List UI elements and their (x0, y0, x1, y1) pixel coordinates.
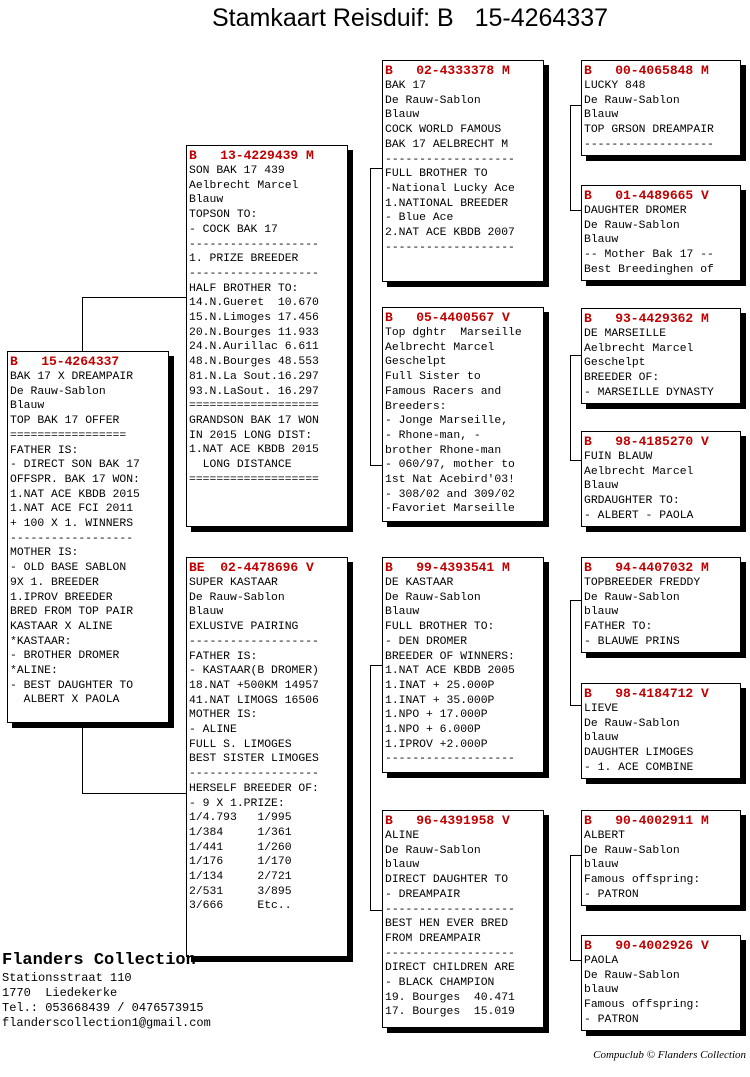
pedigree-line: - Jonge Marseille, (385, 415, 509, 428)
software-credit: Compuclub © Flanders Collection (593, 1049, 746, 1061)
pedigree-line: FULL S. LIMOGES (189, 738, 292, 751)
pigeon-card-father (186, 145, 348, 527)
pedigree-line: BRED FROM TOP PAIR (10, 606, 134, 619)
pedigree-line: Aelbrecht Marcel (584, 465, 694, 478)
pedigree-line: 1.NAT ACE FCI 2011 (10, 503, 134, 516)
ring-number: B 99-4393541 M (385, 560, 510, 575)
ring-number: B 15-4264337 (10, 354, 120, 369)
pedigree-line: - Blue Ace (385, 212, 454, 225)
pedigree-line: 1/441 1/260 (189, 841, 292, 854)
pedigree-line: Blauw (584, 234, 619, 247)
pedigree-line: GRANDSON BAK 17 WON (189, 414, 319, 427)
pedigree-line: 1.NPO + 17.000P (385, 709, 488, 722)
pedigree-line: 93.N.LaSout. 16.297 (189, 385, 319, 398)
pedigree-line: MOTHER IS: (10, 547, 79, 560)
pedigree-line: 1.NAT ACE KBDB 2015 (10, 488, 140, 501)
ring-number: B 98-4185270 V (584, 434, 709, 449)
pedigree-line: + 100 X 1. WINNERS (10, 518, 134, 531)
pigeon-card-ggp-7 (581, 810, 741, 906)
pedigree-line: FULL BROTHER TO (385, 168, 488, 181)
pedigree-line: TOP GRSON DREAMPAIR (584, 124, 714, 137)
pedigree-line: 1/4.793 1/995 (189, 812, 292, 825)
pedigree-line: DIRECT CHILDREN ARE (385, 962, 515, 975)
pedigree-line: De Rauw-Sablon (584, 717, 680, 730)
ring-number: B 02-4333378 M (385, 63, 510, 78)
pedigree-line: - BLACK CHAMPION (385, 977, 495, 990)
pedigree-line: - 9 X 1.PRIZE: (189, 797, 285, 810)
ring-number: B 90-4002926 V (584, 938, 709, 953)
pedigree-line: De Rauw-Sablon (584, 94, 680, 107)
pedigree-line: *KASTAAR: (10, 635, 72, 648)
pedigree-line: - OLD BASE SABLON (10, 562, 127, 575)
pedigree-line: 1.NPO + 6.000P (385, 724, 481, 737)
pedigree-line: De Rauw-Sablon (584, 844, 680, 857)
pedigree-line: 2.NAT ACE KBDB 2007 (385, 227, 515, 240)
pedigree-line: HALF BROTHER TO: (189, 282, 299, 295)
pedigree-line: - 308/02 and 309/02 (385, 488, 515, 501)
pedigree-line: - DREAMPAIR (385, 888, 461, 901)
pedigree-line: - 060/97, mother to (385, 459, 515, 472)
pedigree-line: ALBERT X PAOLA (10, 694, 120, 707)
pedigree-line: - ALINE (189, 724, 237, 737)
pedigree-line: 1.NAT ACE KBDB 2005 (385, 665, 515, 678)
pedigree-line: De Rauw-Sablon (189, 591, 285, 604)
pedigree-line: 3/666 Etc.. (189, 900, 292, 913)
pedigree-line: DAUGHTER DROMER (584, 205, 687, 217)
pedigree-line: De Rauw-Sablon (10, 385, 106, 398)
pedigree-line: 17. Bourges 15.019 (385, 1006, 515, 1019)
pedigree-line: 1/384 1/361 (189, 826, 292, 839)
pigeon-card-paternal-grandmother (382, 307, 544, 522)
pigeon-card-ggp-1 (581, 60, 741, 156)
pedigree-line: ------------------ (10, 532, 134, 545)
pedigree-line: BAK 17 (385, 80, 427, 92)
pedigree-line: GRDAUGHTER TO: (584, 495, 680, 508)
pedigree-line: 18.NAT +500KM 14957 (189, 679, 319, 692)
pedigree-line: ------------------- (385, 903, 515, 916)
pedigree-line: HERSELF BREEDER OF: (189, 782, 319, 795)
pedigree-line: 1st Nat Acebird'03! (385, 474, 515, 487)
pedigree-line: - BEST DAUGHTER TO (10, 679, 134, 692)
pedigree-line: -- Mother Bak 17 -- (584, 249, 714, 262)
breeder-phone: Tel.: 053668439 / 0476573915 (2, 1001, 204, 1015)
pedigree-line: ALINE (385, 830, 420, 842)
pedigree-line: DAUGHTER LIMOGES (584, 747, 694, 760)
pedigree-line: KASTAAR X ALINE (10, 620, 113, 633)
ring-number: B 01-4489665 V (584, 188, 709, 203)
pedigree-line: Top dghtr Marseille (385, 327, 522, 339)
page-title: Stamkaart Reisduif: B 15-4264337 (211, 4, 609, 32)
pigeon-card-ggp-5 (581, 557, 741, 653)
breeder-contact (2, 950, 211, 1031)
connector-line (370, 168, 371, 465)
connector-line (82, 297, 187, 298)
pigeon-card-ggp-8 (581, 935, 741, 1031)
pedigree-line: - KASTAAR(B DROMER) (189, 665, 319, 678)
pedigree-line: SUPER KASTAAR (189, 577, 278, 589)
pedigree-line: =================== (189, 400, 319, 413)
pedigree-line: - DIRECT SON BAK 17 (10, 459, 140, 472)
connector-line (570, 600, 571, 705)
pedigree-line: De Rauw-Sablon (584, 591, 680, 604)
pedigree-line: Blauw (584, 480, 619, 493)
pedigree-line: -National Lucky Ace (385, 182, 515, 195)
pigeon-card-maternal-grandmother (382, 810, 544, 1028)
pedigree-line: 20.N.Bourges 11.933 (189, 326, 319, 339)
pedigree-line: FULL BROTHER TO: (385, 621, 495, 634)
pigeon-card-mother (186, 557, 348, 957)
pedigree-line: LUCKY 848 (584, 80, 646, 92)
pedigree-line: Blauw (189, 606, 224, 619)
pedigree-line: EXLUSIVE PAIRING (189, 621, 299, 634)
pedigree-line: brother Rhone-man (385, 444, 502, 457)
pedigree-line: 24.N.Aurillac 6.611 (189, 341, 319, 354)
pedigree-line: FUIN BLAUW (584, 451, 653, 463)
pedigree-line: De Rauw-Sablon (385, 94, 481, 107)
pedigree-line: - COCK BAK 17 (189, 223, 278, 236)
pedigree-line: blauw (584, 984, 619, 997)
breeder-name: Flanders Collection (2, 951, 196, 970)
pigeon-card-ggp-3 (581, 308, 741, 404)
pedigree-line: Full Sister to (385, 371, 481, 384)
pedigree-line: Famous Racers and (385, 385, 502, 398)
pedigree-line: 1.NATIONAL BREEDER (385, 197, 509, 210)
pedigree-line: BEST SISTER LIMOGES (189, 753, 319, 766)
pedigree-line: - BROTHER DROMER (10, 650, 120, 663)
pedigree-line: TOPBREEDER FREDDY (584, 577, 701, 589)
pedigree-line: Blauw (584, 109, 619, 122)
pedigree-line: IN 2015 LONG DIST: (189, 429, 313, 442)
pedigree-line: 41.NAT LIMOGS 16506 (189, 694, 319, 707)
pedigree-line: 1.IPROV +2.000P (385, 738, 488, 751)
pedigree-line: blauw (584, 606, 619, 619)
pigeon-card-ggp-6 (581, 683, 741, 779)
breeder-city: 1770 Liedekerke (2, 986, 118, 1000)
pigeon-card-maternal-grandfather (382, 557, 544, 773)
pedigree-line: MOTHER IS: (189, 709, 258, 722)
pedigree-line: Blauw (385, 606, 420, 619)
pedigree-line: 81.N.La Sout.16.297 (189, 370, 319, 383)
pedigree-line: 14.N.Gueret 10.670 (189, 297, 319, 310)
pedigree-line: ------------------- (385, 947, 515, 960)
ring-number: B 13-4229439 M (189, 148, 314, 163)
ring-number: B 05-4400567 V (385, 310, 510, 325)
connector-line (570, 105, 571, 210)
connector-line (82, 793, 187, 794)
pedigree-line: Famous offspring: (584, 999, 701, 1012)
pedigree-line: Geschelpt (385, 356, 447, 369)
pedigree-line: 1. PRIZE BREEDER (189, 253, 299, 266)
pedigree-line: 1.IPROV BREEDER (10, 591, 113, 604)
connector-line (570, 355, 571, 460)
pedigree-line: FATHER IS: (10, 444, 79, 457)
connector-line (370, 665, 371, 910)
pedigree-line: Aelbrecht Marcel (584, 342, 694, 355)
pedigree-line: Blauw (189, 194, 224, 207)
pedigree-line: DE MARSEILLE (584, 328, 667, 340)
pedigree-line: De Rauw-Sablon (385, 591, 481, 604)
pedigree-line: blauw (584, 859, 619, 872)
pedigree-line: PAOLA (584, 955, 619, 967)
pedigree-line: 1.INAT + 25.000P (385, 679, 495, 692)
pedigree-line: ================= (10, 429, 127, 442)
pedigree-line: blauw (584, 732, 619, 745)
ring-number: B 96-4391958 V (385, 813, 510, 828)
pedigree-line: Geschelpt (584, 357, 646, 370)
pedigree-line: De Rauw-Sablon (584, 969, 680, 982)
pedigree-line: Blauw (385, 109, 420, 122)
pedigree-line: Breeders: (385, 400, 447, 413)
pedigree-line: De Rauw-Sablon (385, 844, 481, 857)
pedigree-line: - MARSEILLE DYNASTY (584, 386, 714, 399)
pedigree-line: ------------------- (189, 267, 319, 280)
pedigree-line: BAK 17 X DREAMPAIR (10, 371, 134, 383)
pedigree-line: 19. Bourges 40.471 (385, 991, 515, 1004)
pedigree-line: Blauw (10, 400, 45, 413)
pedigree-line: - PATRON (584, 1013, 639, 1026)
pedigree-line: - 1. ACE COMBINE (584, 761, 694, 774)
pedigree-line: 9X 1. BREEDER (10, 576, 99, 589)
pedigree-line: ------------------- (189, 238, 319, 251)
pedigree-line: FATHER TO: (584, 621, 653, 634)
pedigree-line: DIRECT DAUGHTER TO (385, 874, 509, 887)
pigeon-card-paternal-grandfather (382, 60, 544, 282)
pedigree-line: Famous offspring: (584, 874, 701, 887)
pedigree-line: - ALBERT - PAOLA (584, 509, 694, 522)
pedigree-line: blauw (385, 859, 420, 872)
pedigree-line: OFFSPR. BAK 17 WON: (10, 473, 140, 486)
connector-line (570, 855, 571, 960)
pedigree-line: -Favoriet Marseille (385, 503, 515, 516)
pedigree-line: FATHER IS: (189, 650, 258, 663)
pedigree-line: DE KASTAAR (385, 577, 454, 589)
pedigree-line: ------------------- (385, 241, 515, 254)
pedigree-line: Aelbrecht Marcel (385, 341, 495, 354)
pedigree-line: ------------------- (584, 138, 714, 151)
pedigree-line: 2/531 3/895 (189, 885, 292, 898)
pedigree-line: - BLAUWE PRINS (584, 635, 680, 648)
pedigree-line: De Rauw-Sablon (584, 219, 680, 232)
pedigree-line: ------------------- (385, 153, 515, 166)
ring-number: B 94-4407032 M (584, 560, 709, 575)
breeder-street: Stationsstraat 110 (2, 971, 132, 985)
pedigree-line: 1/134 2/721 (189, 871, 292, 884)
ring-number: BE 02-4478696 V (189, 560, 314, 575)
pedigree-line: - Rhone-man, - (385, 429, 481, 442)
pedigree-line: - PATRON (584, 888, 639, 901)
pedigree-line: TOP BAK 17 OFFER (10, 415, 120, 428)
pedigree-line: 1.INAT + 35.000P (385, 694, 495, 707)
pedigree-line: ------------------- (189, 635, 319, 648)
ring-number: B 93-4429362 M (584, 311, 709, 326)
pedigree-line: *ALINE: (10, 665, 58, 678)
pedigree-line: ------------------- (189, 768, 319, 781)
pedigree-line: TOPSON TO: (189, 209, 258, 222)
ring-number: B 00-4065848 M (584, 63, 709, 78)
ring-number: B 90-4002911 M (584, 813, 709, 828)
pedigree-line: - DEN DROMER (385, 635, 468, 648)
pedigree-line: 1/176 1/170 (189, 856, 292, 869)
pedigree-line: Aelbrecht Marcel (189, 179, 299, 192)
pedigree-line: 48.N.Bourges 48.553 (189, 356, 319, 369)
pedigree-line: BREEDER OF WINNERS: (385, 650, 515, 663)
pedigree-line: LIEVE (584, 703, 619, 715)
pedigree-line: BEST HEN EVER BRED (385, 918, 509, 931)
pedigree-line: 15.N.Limoges 17.456 (189, 312, 319, 325)
pedigree-line: SON BAK 17 439 (189, 165, 285, 177)
pedigree-line: BREEDER OF: (584, 372, 660, 385)
pedigree-line: LONG DISTANCE (189, 459, 292, 472)
pedigree-line: FROM DREAMPAIR (385, 932, 481, 945)
breeder-email: flanderscollection1@gmail.com (2, 1016, 211, 1030)
pedigree-line: ALBERT (584, 830, 626, 842)
pedigree-line: COCK WORLD FAMOUS (385, 124, 502, 137)
pigeon-card-subject (7, 351, 169, 723)
pigeon-card-ggp-2 (581, 185, 741, 281)
pedigree-line: 1.NAT ACE KBDB 2015 (189, 444, 319, 457)
pedigree-line: ------------------- (385, 753, 515, 766)
ring-number: B 98-4184712 V (584, 686, 709, 701)
pedigree-line: Best Breedinghen of (584, 263, 714, 276)
pigeon-card-ggp-4 (581, 431, 741, 527)
pedigree-line: BAK 17 AELBRECHT M (385, 138, 509, 151)
pedigree-line: =================== (189, 473, 319, 486)
